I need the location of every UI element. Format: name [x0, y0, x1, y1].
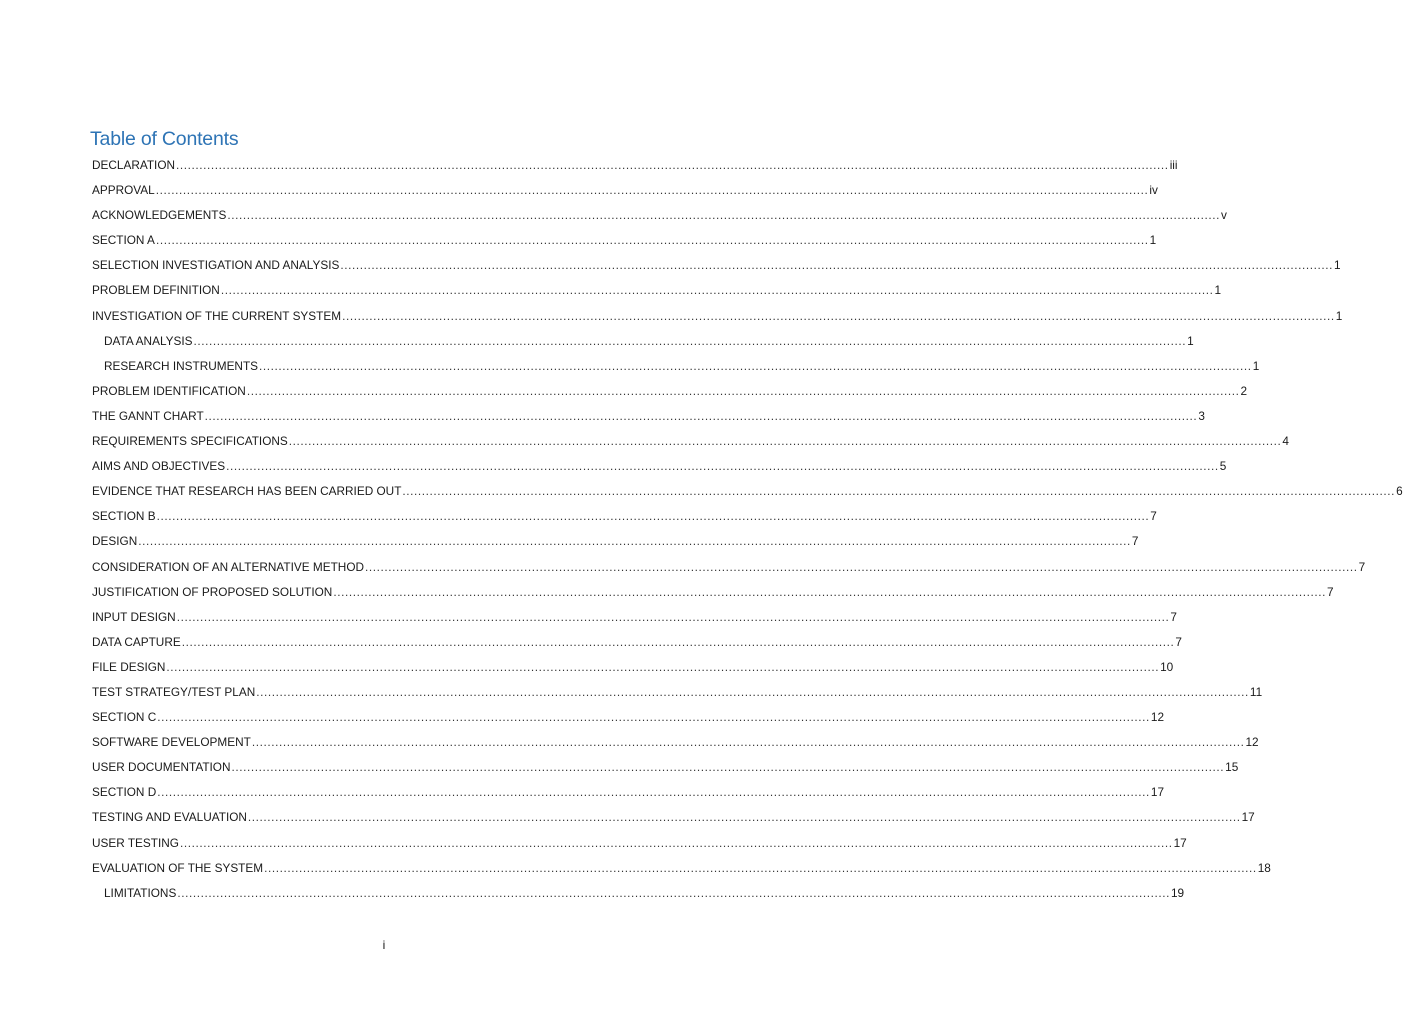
dot-leader: [156, 232, 1149, 248]
toc-entry-page: 18: [1257, 860, 1271, 875]
toc-entry-label: SECTION B: [92, 509, 156, 524]
toc-entry[interactable]: [92, 659, 1174, 684]
dot-leader: [365, 559, 1358, 575]
toc-entry-page: 7: [1170, 609, 1177, 624]
toc-entry-page: 1: [1334, 258, 1341, 273]
toc-entry[interactable]: [92, 182, 1158, 207]
toc-entry[interactable]: [92, 308, 1343, 333]
dot-leader: [205, 408, 1198, 424]
dot-leader: [333, 584, 1326, 600]
toc-entry-page: 2: [1240, 383, 1248, 398]
dot-leader: [247, 383, 1240, 399]
toc-entry-page: 1: [1187, 333, 1194, 348]
toc-entry-label: PROBLEM IDENTIFICATION: [92, 383, 246, 398]
toc-entry-label: INPUT DESIGN: [92, 609, 176, 624]
toc-entry-label: FILE DESIGN: [92, 659, 166, 674]
dot-leader: [176, 157, 1169, 173]
toc-entry-page: 10: [1160, 659, 1174, 674]
dot-leader: [252, 734, 1245, 750]
toc-entry[interactable]: [92, 809, 1255, 834]
dot-leader: [157, 709, 1150, 725]
toc-entry-page: 5: [1219, 459, 1227, 474]
dot-leader: [157, 784, 1150, 800]
toc-entry[interactable]: [92, 257, 1341, 282]
dot-leader: [166, 659, 1159, 675]
toc-entry-page: 7: [1175, 634, 1182, 649]
toc-entry-label: EVIDENCE THAT RESEARCH HAS BEEN CARRIED OUT: [92, 484, 402, 499]
dot-leader: [194, 333, 1187, 349]
page-number: i: [382, 938, 386, 952]
dot-leader: [226, 458, 1219, 474]
toc-entry-page: 1: [1252, 358, 1260, 373]
toc-entry[interactable]: [92, 634, 1182, 659]
toc-entry[interactable]: [92, 232, 1157, 257]
toc-entry-label: APPROVAL: [92, 183, 155, 198]
toc-entry-label: DATA CAPTURE: [92, 634, 181, 649]
toc-list: [92, 157, 1403, 910]
dot-leader: [177, 885, 1170, 901]
toc-entry[interactable]: [92, 759, 1239, 784]
toc-entry-label: ACKNOWLEDGEMENTS: [92, 208, 227, 223]
toc-entry[interactable]: [92, 533, 1139, 558]
dot-leader: [264, 860, 1257, 876]
toc-entry[interactable]: [92, 157, 1178, 182]
toc-entry-page: 1: [1335, 308, 1343, 323]
dot-leader: [182, 634, 1175, 650]
toc-entry-page: 12: [1150, 710, 1165, 725]
toc-entry-label: SECTION C: [92, 710, 157, 725]
toc-entry-page: 3: [1198, 408, 1205, 423]
toc-entry-label: DATA ANALYSIS: [104, 333, 193, 348]
toc-entry-label: SECTION D: [92, 785, 157, 800]
toc-entry[interactable]: [92, 734, 1259, 759]
toc-entry[interactable]: [92, 207, 1227, 232]
toc-entry-page: 7: [1150, 509, 1157, 524]
toc-entry-label: USER TESTING: [92, 835, 179, 850]
toc-entry-label: TEST STRATEGY/TEST PLAN: [92, 684, 256, 699]
toc-entry[interactable]: [92, 433, 1289, 458]
dot-leader: [289, 433, 1282, 449]
toc-entry-page: 7: [1358, 559, 1366, 574]
toc-entry[interactable]: [92, 885, 1185, 910]
toc-entry-label: CONSIDERATION OF AN ALTERNATIVE METHOD: [92, 559, 365, 574]
toc-entry-page: v: [1221, 208, 1227, 223]
toc-entry[interactable]: [92, 282, 1222, 307]
dot-leader: [340, 257, 1333, 273]
toc-entry[interactable]: [92, 684, 1263, 709]
toc-entry-label: INVESTIGATION OF THE CURRENT SYSTEM: [92, 308, 342, 323]
toc-entry-label: SOFTWARE DEVELOPMENT: [92, 735, 251, 750]
toc-entry-label: TESTING AND EVALUATION: [92, 810, 247, 825]
toc-entry[interactable]: [92, 358, 1260, 383]
toc-entry[interactable]: [92, 860, 1271, 885]
toc-entry-page: 6: [1396, 484, 1403, 499]
toc-entry-page: 17: [1150, 785, 1165, 800]
toc-entry-page: 15: [1225, 760, 1239, 775]
toc-entry-label: LIMITATIONS: [104, 885, 177, 900]
dot-leader: [227, 207, 1220, 223]
dot-leader: [177, 609, 1170, 625]
dot-leader: [138, 533, 1131, 549]
toc-entry-page: 19: [1170, 885, 1185, 900]
toc-entry-label: DESIGN: [92, 534, 138, 549]
toc-entry[interactable]: [92, 483, 1403, 508]
toc-entry-page: 4: [1282, 434, 1289, 449]
toc-entry-label: JUSTIFICATION OF PROPOSED SOLUTION: [92, 584, 333, 599]
dot-leader: [232, 759, 1225, 775]
toc-entry-label: SECTION A: [92, 233, 155, 248]
toc-entry[interactable]: [92, 709, 1165, 734]
dot-leader: [156, 182, 1149, 198]
toc-entry-label: DECLARATION: [92, 158, 176, 172]
toc-entry[interactable]: [92, 458, 1227, 483]
toc-entry-label: USER DOCUMENTATION: [92, 760, 231, 775]
toc-entry-page: 11: [1249, 684, 1263, 699]
toc-entry-label: SELECTION INVESTIGATION AND ANALYSIS: [92, 258, 340, 273]
dot-leader: [180, 835, 1173, 851]
toc-entry[interactable]: [92, 784, 1165, 809]
dot-leader: [259, 358, 1252, 374]
toc-entry-page: 7: [1131, 534, 1139, 549]
toc-entry[interactable]: [92, 835, 1187, 860]
toc-entry[interactable]: [92, 609, 1177, 634]
toc-entry-label: AIMS AND OBJECTIVES: [92, 459, 226, 474]
toc-entry-page: 12: [1245, 735, 1259, 750]
toc-entry-page: 17: [1173, 835, 1187, 850]
toc-entry-page: iv: [1149, 183, 1158, 198]
toc-entry[interactable]: [92, 508, 1157, 533]
toc-entry-page: 1: [1214, 283, 1222, 298]
toc-entry-page: 7: [1326, 584, 1334, 599]
dot-leader: [256, 684, 1249, 700]
toc-title: Table of Contents: [90, 128, 239, 150]
toc-entry-page: 17: [1241, 810, 1255, 825]
dot-leader: [342, 308, 1335, 324]
dot-leader: [157, 508, 1150, 524]
toc-entry-label: THE GANNT CHART: [92, 408, 204, 423]
toc-entry-label: EVALUATION OF THE SYSTEM: [92, 860, 264, 875]
toc-entry[interactable]: [92, 559, 1366, 584]
toc-entry[interactable]: [92, 383, 1248, 408]
toc-entry-label: PROBLEM DEFINITION: [92, 283, 220, 298]
toc-entry-label: REQUIREMENTS SPECIFICATIONS: [92, 434, 288, 449]
dot-leader: [248, 809, 1241, 825]
toc-entry[interactable]: [92, 584, 1334, 609]
toc-entry-label: RESEARCH INSTRUMENTS: [104, 358, 259, 373]
toc-entry-page: 1: [1149, 233, 1157, 248]
dot-leader: [402, 483, 1395, 499]
toc-entry[interactable]: [92, 333, 1194, 358]
dot-leader: [221, 282, 1214, 298]
toc-entry[interactable]: [92, 408, 1205, 433]
toc-entry-page: iii: [1169, 158, 1178, 172]
